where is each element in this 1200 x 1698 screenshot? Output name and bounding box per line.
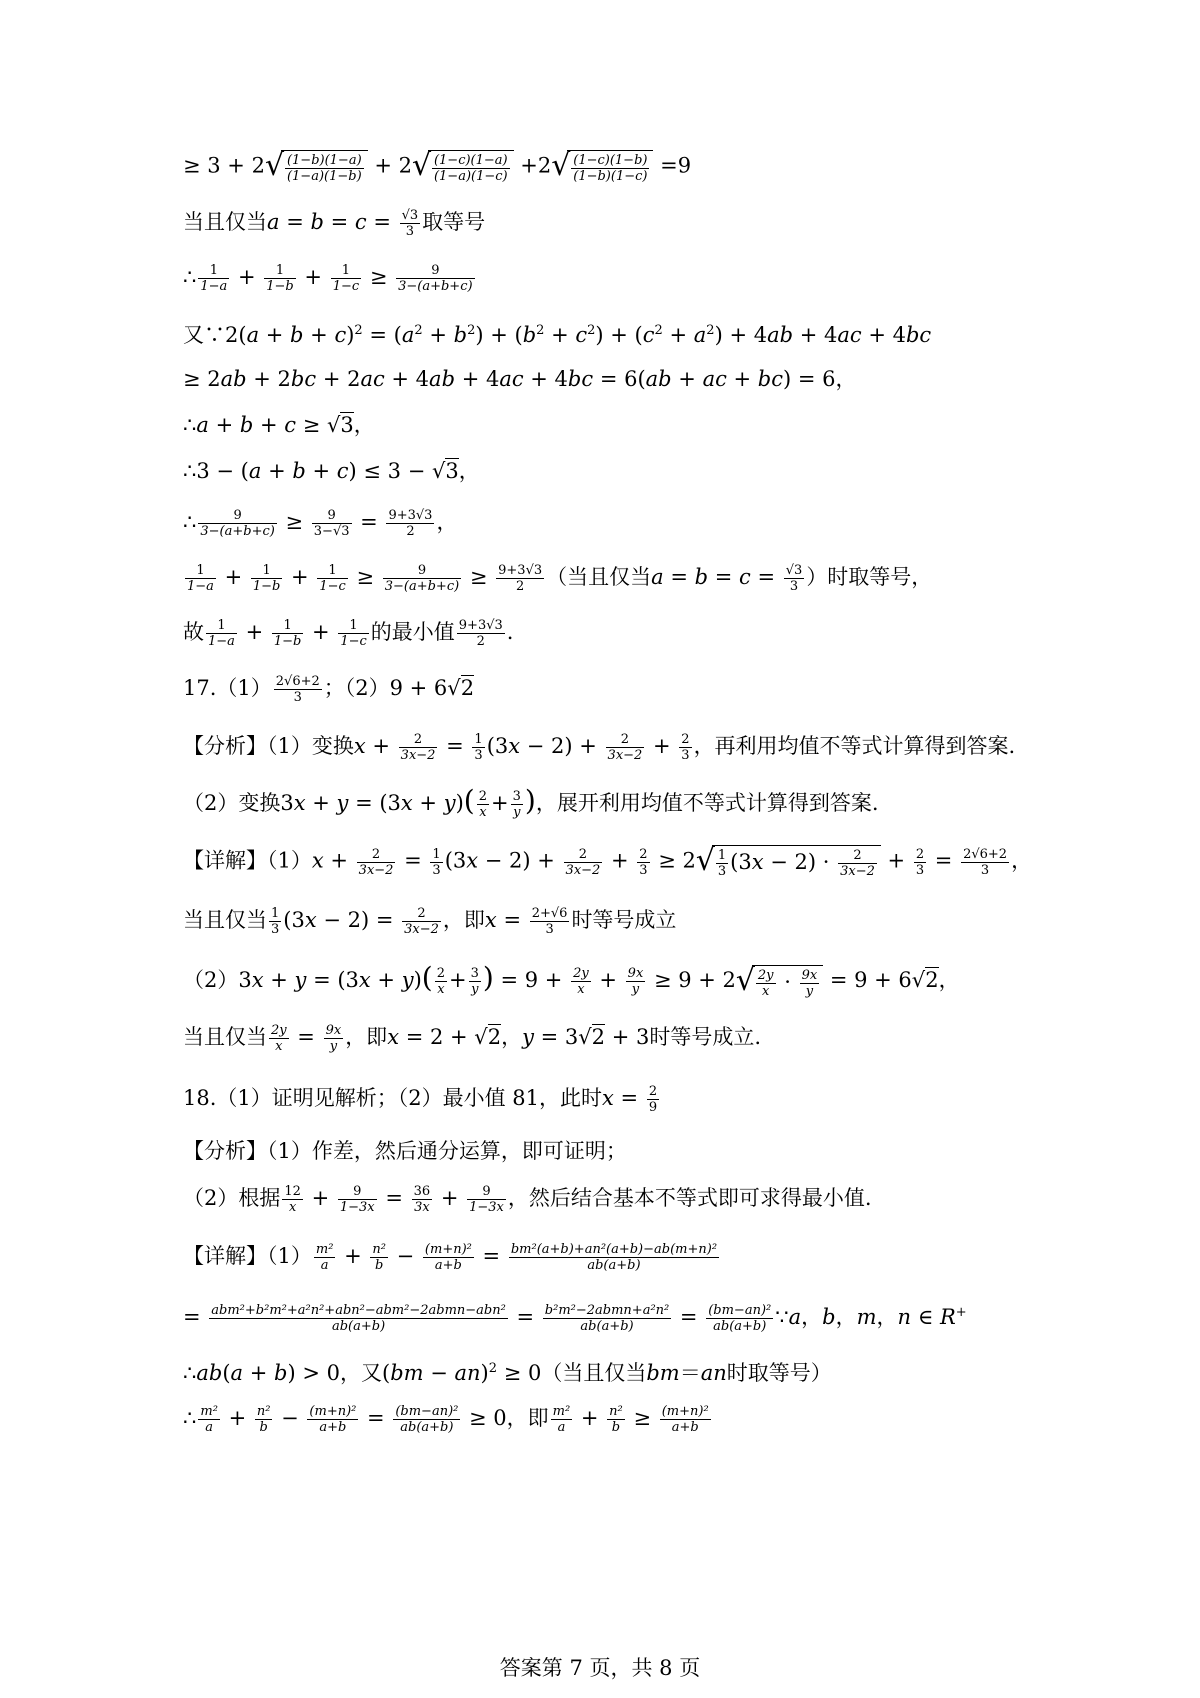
page-footer: 答案第 7 页，共 8 页 [499,1656,701,1680]
line-12: 【分析】（1）变换x + $\frac{2}{3x-2}$ = $\frac{1}{3}$ (3x − 2) + $\frac{2}{3x-2}$ + $\frac{2}{3}$ ，再利用均值不等式计算得到答案. [183,732,1016,763]
line-18: 18.（1）证明见解析；（2）最小值 81，此时x = $\frac{2}{9}$ [183,1084,658,1115]
line-1: ≥ 3 + 2 √ $\frac{(1-b)(1-a)}{(1-a)(1-b)}$ + 2 √ $\frac{(1-c)(1-a)}{(1-a)(1-c)}$ +2 √ $\frac{(1-c)(1-b)}{(1-b)(1-c)}$ =9 [183,148,692,184]
line-2: 当且仅当a = b = c = $\frac{√3}{3}$ 取等号 [183,208,486,239]
line-6: ∴a + b + c ≥ √3， [183,413,375,437]
line-19: 【分析】（1）作差，然后通分运算，即可证明； [183,1139,627,1163]
line-22: = $\frac{\text{abm²+b²m²+a²n²+abn²−abm²−2abmn−abn²}}{ab(a+b)}$ = $\frac{\text{b²m²−2abmn+a²n²}}{ab(a+b)}$ = $\frac{\text{(bm−an)²}}{ab(a+b)}$ ∵a，b，m，n ∈ R+ [183,1303,967,1334]
line-8: ∴ $\frac{9}{3-(a+b+c)}$ ≥ $\frac{9}{3-√3}$ = $\frac{9+3√3}{2}$ ， [183,508,458,539]
line-20: （2）根据 $\frac{12}{x}$ + $\frac{9}{1-3x}$ = $\frac{36}{3x}$ + $\frac{9}{1-3x}$ ，然后结合基本不等式即可求得最小值. [183,1184,872,1215]
line-17: 当且仅当 $\frac{2y}{x}$ = $\frac{9x}{y}$ ，即x = 2 + √2，y = 3√2 + 3时等号成立. [183,1023,761,1054]
line-4: 又∵2(a + $b + c)^2 = (a^2 + b^2) + (b^2 + c^2) + (c^2 + a^2) + 4ab + 4ac + 4bc$ [183,323,932,347]
line-10: 故 $\frac{1}{1-a}$ + $\frac{1}{1-b}$ + $\frac{1}{1-c}$ 的最小值 $\frac{9+3√3}{2}$ . [183,618,514,649]
line-3: ∴ $\frac{1}{1-a}$ + $\frac{1}{1-b}$ + $\frac{1}{1-c}$ ≥ $\frac{9}{3-(a+b+c)}$ [183,263,473,294]
line-15: 当且仅当 $\frac{1}{3}$ (3x − 2) = $\frac{2}{3x-2}$ ，即x = $\frac{2+√6}{3}$ 时等号成立 [183,906,677,937]
line-9: $\frac{1}{1-a}$ + $\frac{1}{1-b}$ + $\frac{1}{1-c}$ ≥ $\frac{9}{3-(a+b+c)}$ ≥ $\frac{9+3√3}{2}$ （当且仅当a = b = c = $\frac{√3}{3}$ ）时取等号， [187,563,933,594]
line-11: 17.（1） $\frac{2√6+2}{3}$ ；（2）9 + 6√2 [183,674,475,705]
line-14: 【详解】（1）x + $\frac{2}{3x-2}$ = $\frac{1}{3}$ (3x − 2) + $\frac{2}{3x-2}$ + $\frac{2}{3}$ ≥ 2 √ $\frac{1}{3}$ (3x − 2) · $\frac{2}{3x-2}$ + $\frac{2}{3}$ = $\frac{2√6+2}{3}$ ， [183,843,1033,879]
line-5: ≥ 2ab + 2bc + 2ac + 4ab + 4ac + 4bc = 6(ab + ac + bc) = 6， [183,367,857,391]
line-16: （2）3x + y = (3x + y)( $\frac{2}{x}$ + $\frac{3}{y}$ ) = 9 + $\frac{2y}{x}$ + $\frac{9x}{y}$ ≥ 9 + 2 √ $\frac{2y}{x}$ · $\frac{9x}{y}$ = 9 + 6√2， [183,961,960,999]
line-13: （2）变换3x + y = (3x + y)( $\frac{2}{x}$ + $\frac{3}{y}$ )，展开利用均值不等式计算得到答案. [183,784,879,820]
line-7: ∴3 − (a + b + c) ≤ 3 − √3， [183,459,480,483]
line-21: 【详解】（1） $\frac{\text{m²}}{a}$ + $\frac{\text{n²}}{b}$ − $\frac{\text{(m+n)²}}{a+b}$ = $\frac{\text{bm²(a+b)+an²(a+b)−ab(m+n)²}}{ab(a+b)}$ [183,1242,718,1273]
line-24: ∴ $\frac{\text{m²}}{a}$ + $\frac{\text{n²}}{b}$ − $\frac{\text{(m+n)²}}{a+b}$ = $\frac{\text{(bm−an)²}}{ab(a+b)}$ ≥ 0，即 $\frac{\text{m²}}{a}$ + $\frac{\text{n²}}{b}$ ≥ $\frac{\text{(m+n)²}}{a+b}$ [183,1404,709,1435]
line-23: ∴ab(a + b) > 0，又(bm − an)$^2$ ≥ 0（当且仅当bm＝an时取等号） [183,1361,832,1385]
